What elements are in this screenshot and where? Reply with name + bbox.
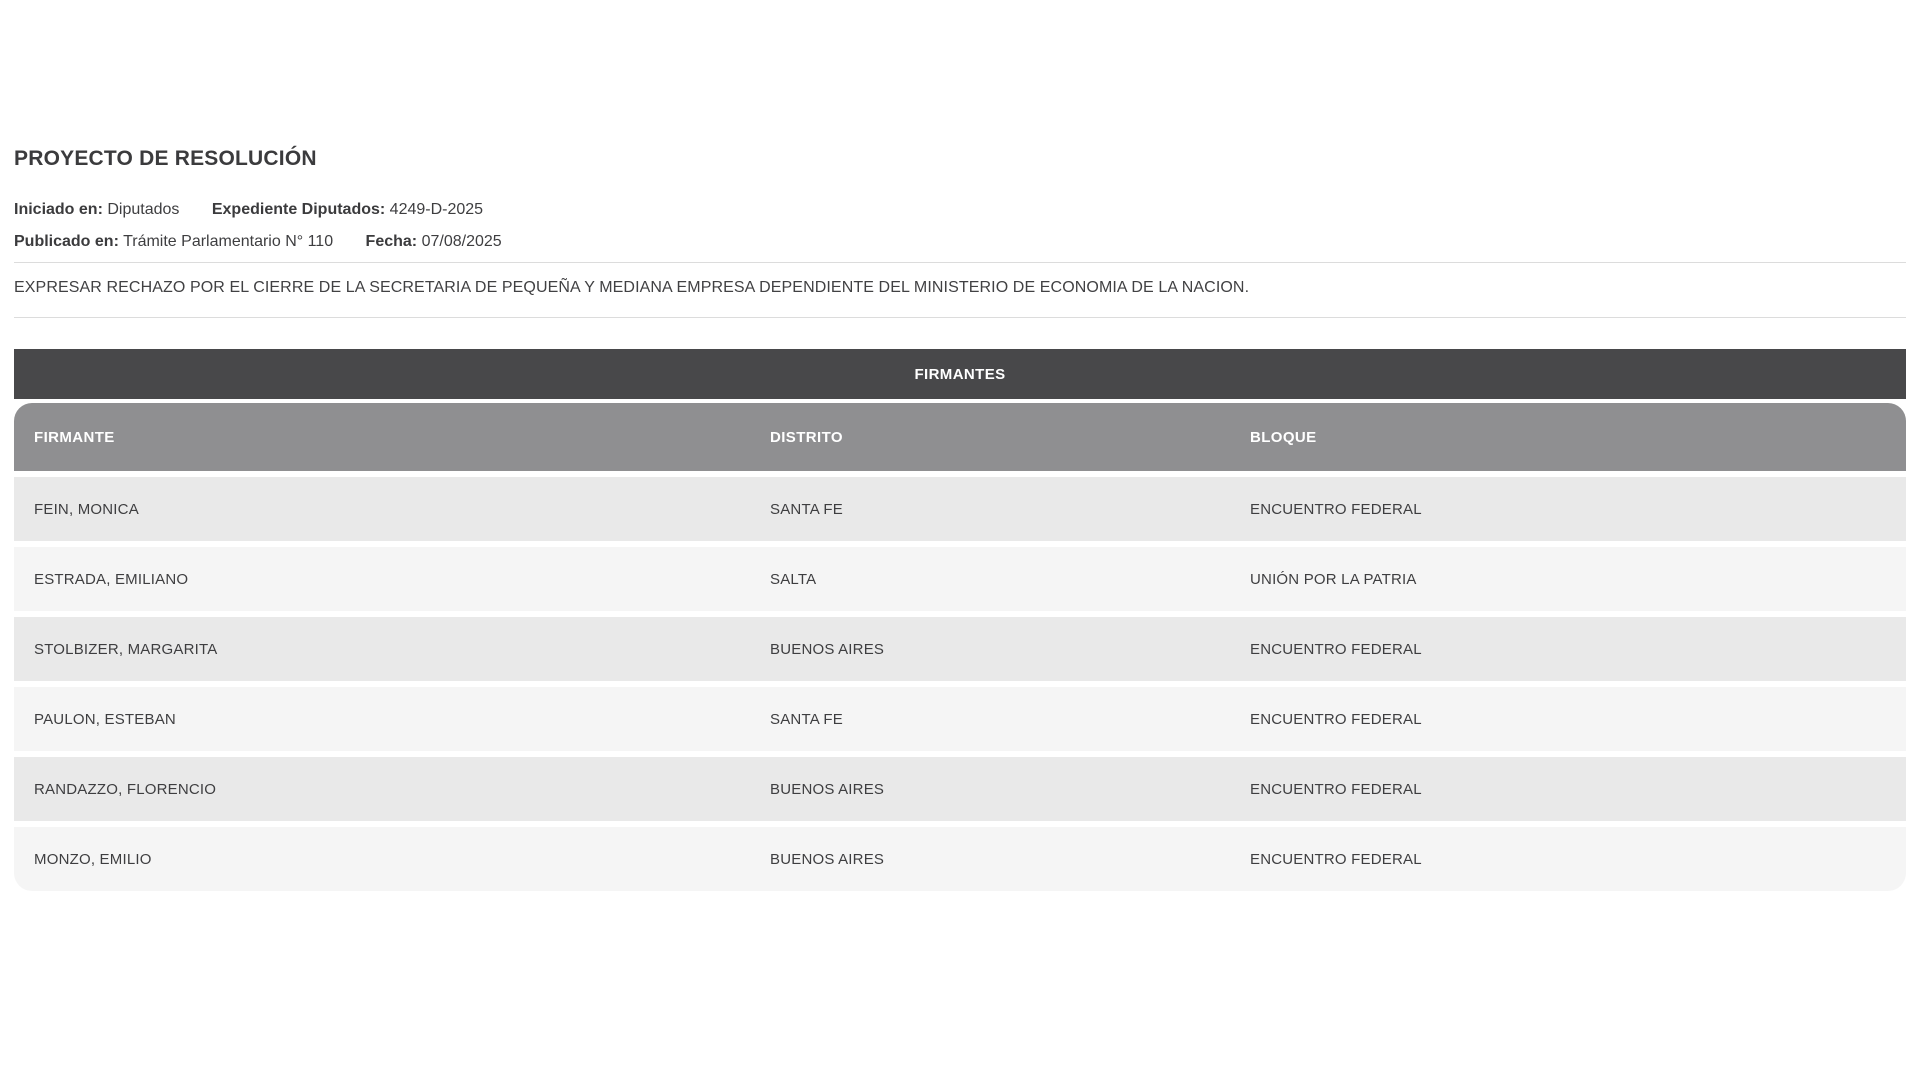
iniciado-value: Diputados bbox=[107, 201, 180, 218]
firmantes-section-title: FIRMANTES bbox=[914, 365, 1006, 383]
cell-distrito: SALTA bbox=[770, 570, 817, 588]
cell-distrito: BUENOS AIRES bbox=[770, 640, 885, 658]
column-header-firmante: FIRMANTE bbox=[34, 428, 115, 446]
iniciado-label: Iniciado en: bbox=[14, 201, 103, 218]
cell-distrito: SANTA FE bbox=[770, 710, 844, 728]
document-meta bbox=[14, 194, 1906, 258]
cell-bloque: UNIÓN POR LA PATRIA bbox=[1250, 570, 1417, 588]
table-row bbox=[14, 827, 1906, 891]
cell-firmante: FEIN, MONICA bbox=[34, 500, 139, 518]
expediente-value: 4249-D-2025 bbox=[389, 201, 484, 218]
cell-distrito: BUENOS AIRES bbox=[770, 850, 885, 868]
meta-line-1 bbox=[14, 194, 1906, 226]
expediente-label: Expediente Diputados: bbox=[211, 201, 386, 218]
cell-bloque: ENCUENTRO FEDERAL bbox=[1250, 640, 1422, 658]
table-body bbox=[14, 477, 1906, 891]
cell-bloque: ENCUENTRO FEDERAL bbox=[1250, 710, 1422, 728]
fecha-value: 07/08/2025 bbox=[421, 233, 502, 250]
table-header-row bbox=[14, 403, 1906, 471]
cell-firmante: ESTRADA, EMILIANO bbox=[34, 570, 189, 588]
table-row bbox=[14, 617, 1906, 681]
cell-firmante: PAULON, ESTEBAN bbox=[34, 710, 176, 728]
publicado-value: Trámite Parlamentario N° 110 bbox=[123, 233, 334, 250]
table-row bbox=[14, 547, 1906, 611]
meta-line-2 bbox=[14, 226, 1906, 258]
fecha-label: Fecha: bbox=[365, 233, 418, 250]
document-subject: EXPRESAR RECHAZO POR EL CIERRE DE LA SECRETARIA DE PEQUEÑA Y MEDIANA EMPRESA DEPENDIENTE DEL MINISTERIO DE ECONOMIA DE LA NACION. bbox=[14, 279, 1250, 296]
divider-bottom bbox=[14, 317, 1906, 318]
cell-bloque: ENCUENTRO FEDERAL bbox=[1250, 500, 1422, 518]
column-header-distrito: DISTRITO bbox=[770, 428, 843, 446]
cell-firmante: STOLBIZER, MARGARITA bbox=[34, 640, 218, 658]
table-row bbox=[14, 477, 1906, 541]
cell-distrito: SANTA FE bbox=[770, 500, 844, 518]
table-row bbox=[14, 687, 1906, 751]
column-header-bloque: BLOQUE bbox=[1250, 428, 1317, 446]
cell-bloque: ENCUENTRO FEDERAL bbox=[1250, 780, 1422, 798]
cell-firmante: MONZO, EMILIO bbox=[34, 850, 152, 868]
table-row bbox=[14, 757, 1906, 821]
publicado-label: Publicado en: bbox=[14, 233, 119, 250]
firmantes-table bbox=[14, 403, 1906, 891]
firmantes-section-header bbox=[14, 349, 1906, 399]
cell-distrito: BUENOS AIRES bbox=[770, 780, 885, 798]
cell-bloque: ENCUENTRO FEDERAL bbox=[1250, 850, 1422, 868]
cell-firmante: RANDAZZO, FLORENCIO bbox=[34, 780, 217, 798]
page-title: PROYECTO DE RESOLUCIÓN bbox=[14, 147, 317, 170]
